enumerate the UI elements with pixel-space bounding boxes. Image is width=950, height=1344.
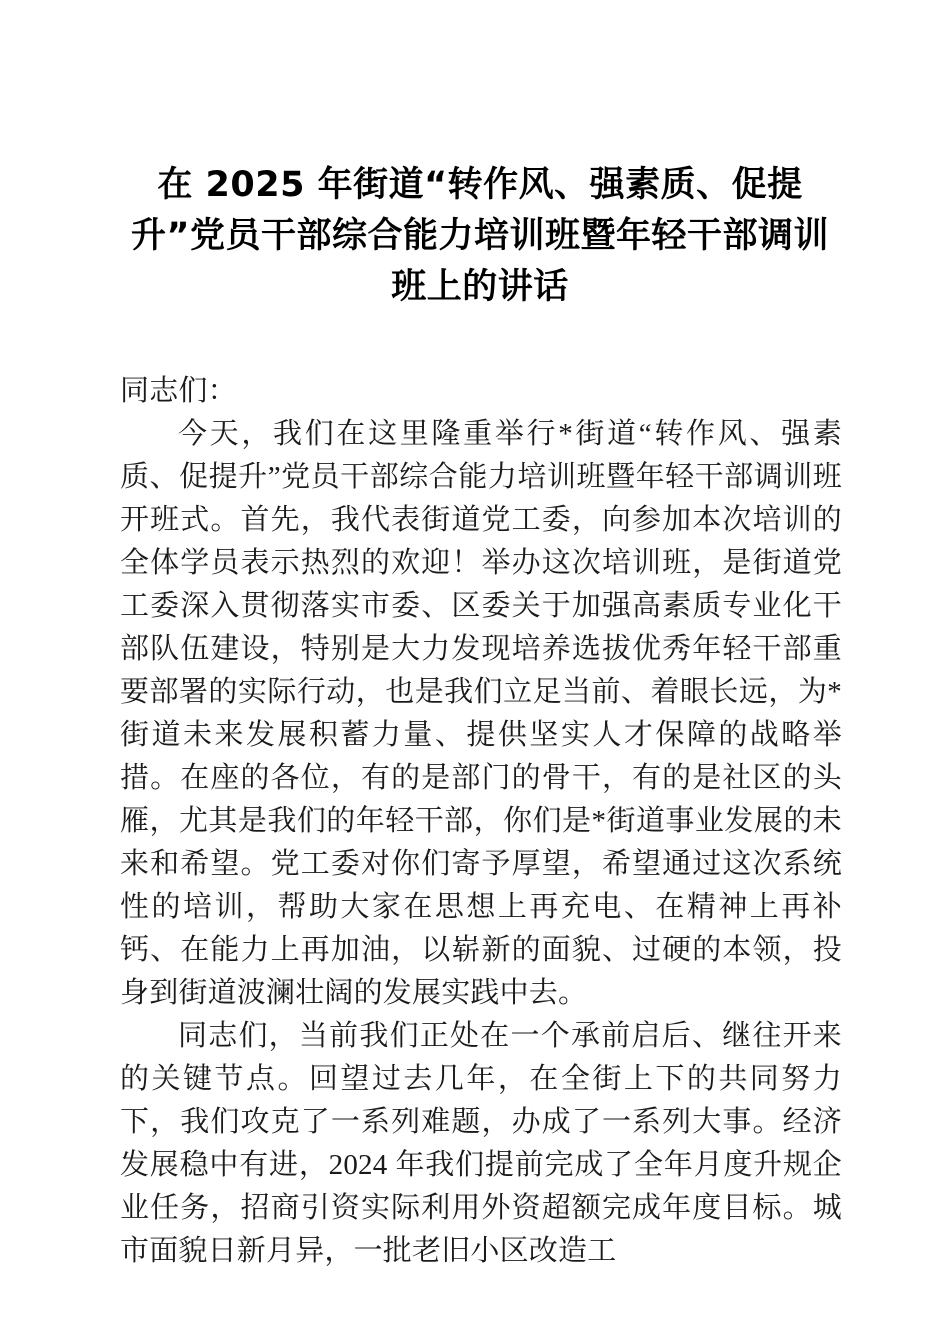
body-paragraph-2: 同志们，当前我们正处在一个承前启后、继往开来的关键节点。回望过去几年，在全街上下的共同努力下，我们攻克了一系列难题，办成了一系列大事。经济发展稳中有进，2024 年我们提前完成了全年月度升规企业任务，招商引资实际利用外资超额完成年度目标。城市面貌日新月异，一批老旧小区改造工: [120, 1020, 842, 1267]
document-body: [120, 370, 842, 1273]
salutation-paragraph: 同志们：: [120, 375, 237, 407]
page-title: 在 2025 年街道“转作风、强素质、促提升”党员干部综合能力培训班暨年轻干部调训班上的讲话: [130, 165, 829, 307]
body-paragraph-1: 今天，我们在这里隆重举行*街道“转作风、强素质、促提升”党员干部综合能力培训班暨年轻干部调训班开班式。首先，我代表街道党工委，向参加本次培训的全体学员表示热烈的欢迎！举办这次培训班，是街道党工委深入贯彻落实市委、区委关于加强高素质专业化干部队伍建设，特别是大力发现培养选拔优秀年轻干部重要部署的实际行动，也是我们立足当前、着眼长远，为*街道未来发展积蓄力量、提供坚实人才保障的战略举措。在座的各位，有的是部门的骨干，有的是社区的头雁，尤其是我们的年轻干部，你们是*街道事业发展的未来和希望。党工委对你们寄予厚望，希望通过这次系统性的培训，帮助大家在思想上再充电、在精神上再补钙、在能力上再加油，以崭新的面貌、过硬的本领，投身到街道波澜壮阔的发展实践中去。: [120, 418, 842, 1009]
